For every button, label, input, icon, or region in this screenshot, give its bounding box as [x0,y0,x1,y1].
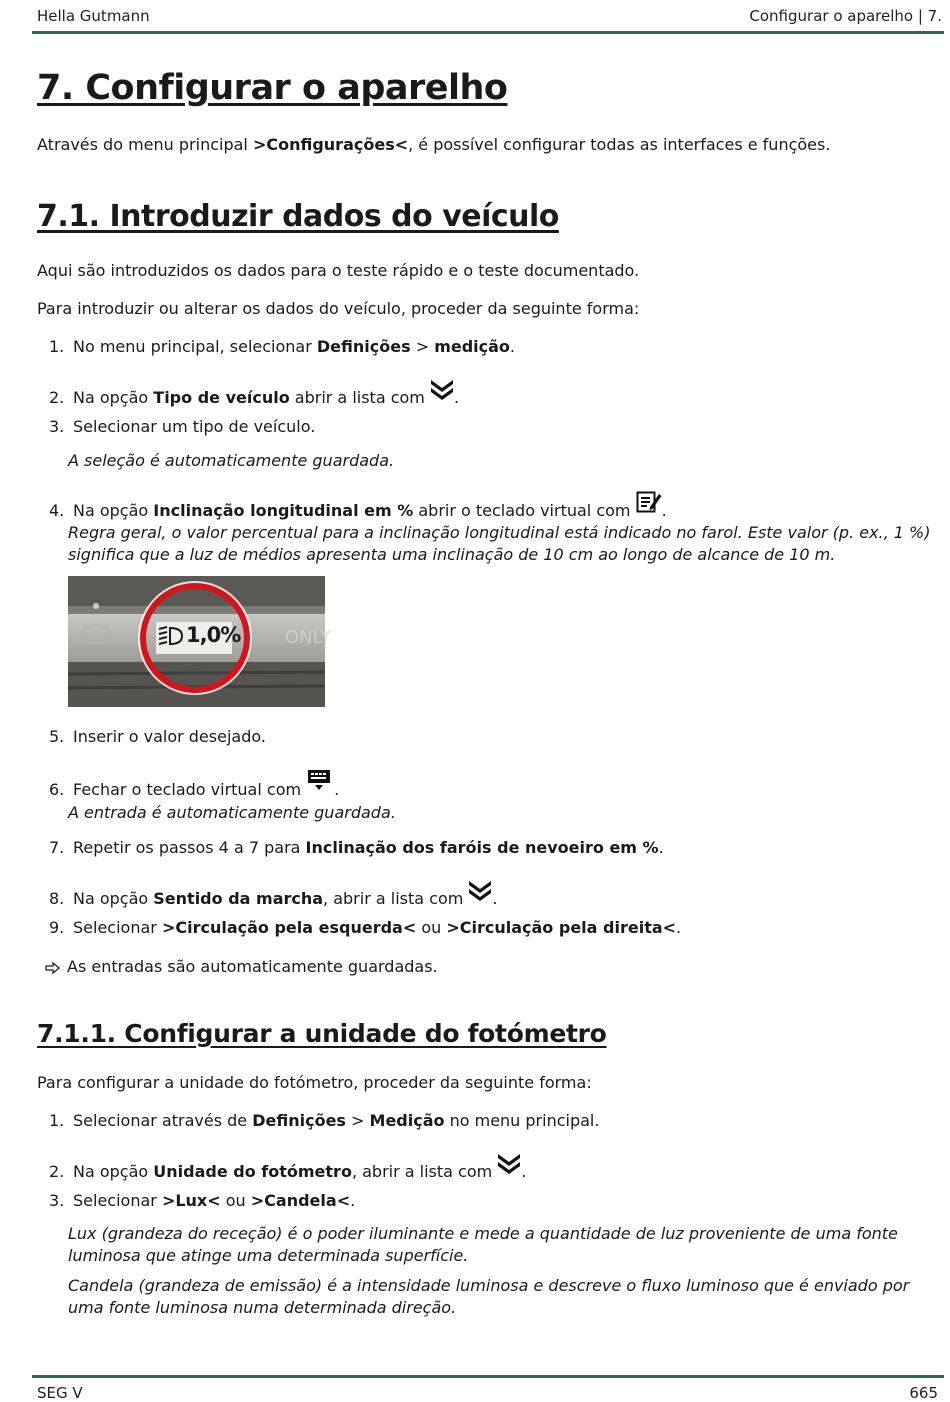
header-divider [32,31,944,34]
text: Através do menu principal [37,135,253,154]
section-7-1-1-title: 7.1.1. Configurar a unidade do fotómetro [37,1019,607,1048]
menu-ref: Definições [252,1111,346,1130]
page-footer [37,1384,938,1402]
text: Na opção [73,388,154,407]
step-number: 3. [49,417,65,436]
text: . [453,388,460,407]
step-4 [49,490,667,520]
menu-ref: >Circulação pela direita< [446,918,677,937]
footer-divider [32,1375,944,1378]
menu-ref: >Circulação pela esquerda< [161,918,417,937]
inclination-value-label: 1,0% [186,623,241,647]
step-number: 6. [49,780,65,799]
step-8 [49,880,498,908]
step-number: 2. [49,388,65,407]
header-chapter: Configurar o aparelho | 7. [749,7,942,25]
menu-ref: Sentido da marcha [153,889,324,908]
menu-ref: Inclinação longitudinal em % [153,501,414,520]
step-1 [49,337,515,356]
photometer-step-1 [49,1111,599,1130]
close-keyboard-icon [306,769,334,795]
section-7-1-1-p1: Para configurar a unidade do fotómetro, proceder da seguinte forma: [37,1073,592,1092]
candela-note: Candela (grandeza de emissão) é a intensidade luminosa e descreve o fluxo luminoso que é enviado por uma fonte luminosa numa determinada direção. [68,1276,910,1317]
step-5 [49,727,266,746]
section-7-title: 7. Configurar o aparelho [37,68,508,108]
step-number: 8. [49,889,65,908]
double-chevron-down-icon [468,880,492,906]
text: Repetir os passos 4 a 7 para [73,838,306,857]
step-3-note: A seleção é automaticamente guardada. [68,451,395,470]
text: Selecionar através de [73,1111,253,1130]
step-number: 3. [49,1191,65,1210]
text: . [492,889,498,908]
svg-text:ONLY: ONLY [284,627,332,648]
text: , abrir a lista com [351,1162,498,1181]
step-number: 1. [49,1111,65,1130]
text: > [410,337,435,356]
step-number: 1. [49,337,65,356]
step-number: 7. [49,838,65,857]
section-7-intro [37,135,830,154]
menu-ref: >Lux< [161,1191,221,1210]
text: > [345,1111,370,1130]
headlight-inclination-photo [68,576,332,707]
photometer-step-2 [49,1153,526,1181]
text: ou [220,1191,251,1210]
text: No menu principal, selecionar [73,337,317,356]
step-number: 5. [49,727,65,746]
page-header [37,7,942,29]
text: Selecionar [73,1191,162,1210]
text: , é possível configurar todas as interfaces e funções. [408,135,831,154]
text: . [509,337,516,356]
text: Na opção [73,501,154,520]
step-9 [49,918,681,937]
result-arrow-icon [45,959,67,978]
step-6-note: A entrada é automaticamente guardada. [68,803,396,822]
text: . [661,501,667,520]
menu-ref: medição [434,337,510,356]
text: Fechar o teclado virtual com [73,780,307,799]
photometer-step-3 [49,1191,355,1210]
menu-ref: >Candela< [250,1191,351,1210]
menu-ref: >Configurações< [252,135,409,154]
menu-ref: Inclinação dos faróis de nevoeiro em % [305,838,659,857]
double-chevron-down-icon [430,379,454,405]
text: Selecionar [73,918,162,937]
text: Na opção [73,889,154,908]
text: As entradas são automaticamente guardadas. [67,957,438,976]
menu-ref: Medição [369,1111,445,1130]
step-6 [49,769,339,799]
section-7-1-p1: Aqui são introduzidos os dados para o teste rápido e o teste documentado. [37,261,640,280]
menu-ref: Unidade do fotómetro [153,1162,352,1181]
text: Inserir o valor desejado. [73,727,266,746]
text: . [334,780,340,799]
text: . [658,838,664,857]
text: no menu principal. [444,1111,600,1130]
text: Selecionar um tipo de veículo. [73,417,316,436]
header-company: Hella Gutmann [37,7,150,25]
text: , abrir a lista com [323,889,469,908]
text: . [350,1191,356,1210]
text: abrir o teclado virtual com [413,501,636,520]
menu-ref: Tipo de veículo [153,388,290,407]
text: ou [416,918,447,937]
edit-keyboard-icon [636,490,662,518]
menu-ref: Definições [316,337,411,356]
section-7-1-p2: Para introduzir ou alterar os dados do veículo, proceder da seguinte forma: [37,299,640,318]
section-7-1-title: 7.1. Introduzir dados do veículo [37,199,559,234]
step-number: 9. [49,918,65,937]
step-number: 4. [49,501,65,520]
text: . [676,918,682,937]
step-3 [49,417,315,436]
double-chevron-down-icon [497,1153,521,1179]
footer-product: SEG V [37,1384,83,1402]
result-line [45,957,438,978]
step-7 [49,838,664,857]
step-4-note: Regra geral, o valor percentual para a inclinação longitudinal está indicado no farol. Este valor (p. ex., 1 %) significa que a luz de médios apresenta uma inclinação de 10 cm ao longo de alcance de 10 m. [68,523,931,564]
page-number: 665 [909,1384,938,1402]
text: Na opção [73,1162,154,1181]
text: abrir a lista com [289,388,430,407]
step-2 [49,379,459,407]
text: . [521,1162,527,1181]
lux-note: Lux (grandeza do receção) é o poder iluminante e mede a quantidade de luz proveniente de uma fonte luminosa que atinge uma determinada superfície. [68,1224,898,1265]
step-number: 2. [49,1162,65,1181]
